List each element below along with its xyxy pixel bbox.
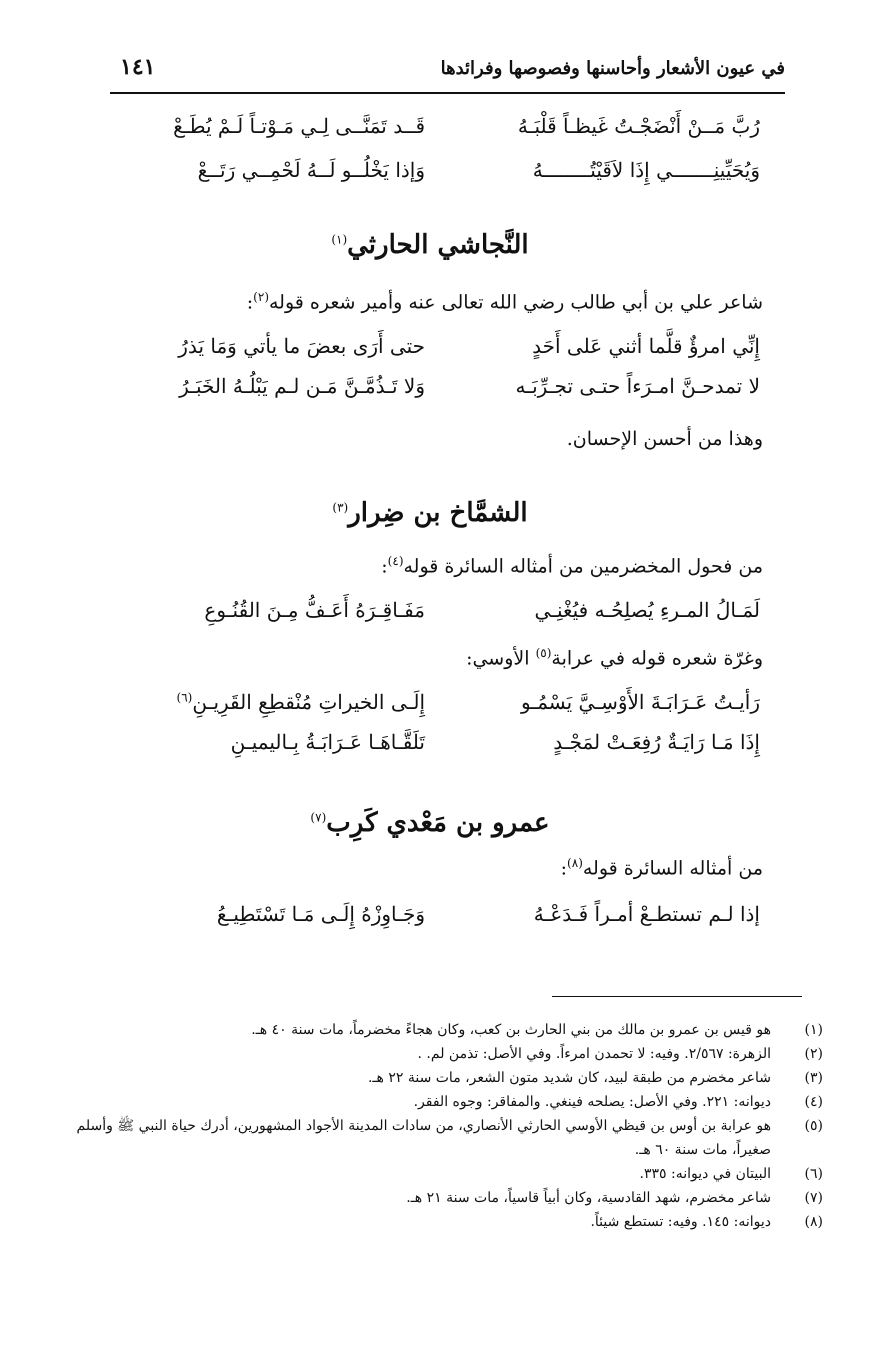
footnote-text: شاعر مخضرم من طبقة لبيد، كان شديد متون الشعر، مات سنة ٢٢ هـ. xyxy=(367,1070,771,1086)
verse-line xyxy=(100,598,760,636)
footnote xyxy=(43,1114,823,1162)
footnote-number: (٥) xyxy=(804,1118,823,1134)
intro-tail: : xyxy=(560,857,568,880)
footnote-text: البيتان في ديوانه: ٣٣٥. xyxy=(639,1166,771,1182)
verse-second-hemistich: وَجَـاوِزْهُ إِلَـى مَـا تَسْتَطِيـعُ xyxy=(216,902,425,926)
poet-heading xyxy=(100,230,760,260)
verse-first-hemistich: وَيُحَيِّينِـــــــي إِذَا لاَقَيْتُــــــــهُ xyxy=(532,158,760,182)
footnote-ref: (٨) xyxy=(567,856,583,870)
footnote-number: (٦) xyxy=(804,1166,823,1182)
footnote xyxy=(43,1042,823,1066)
footnote-number: (٨) xyxy=(804,1214,823,1230)
verse-first-hemistich: رَأيـتُ عَـرَابَـةَ الأَوْسِـيَّ يَسْمُـو xyxy=(521,690,760,714)
poet-name: النَّجاشي الحارثي xyxy=(347,230,529,260)
footnote-number: (٧) xyxy=(804,1190,823,1206)
footnote xyxy=(43,1210,823,1234)
verse-line xyxy=(100,730,760,768)
footnote xyxy=(43,1090,823,1114)
intro-text: شاعر علي بن أبي طالب رضي الله تعالى عنه وأمير شعره قوله xyxy=(269,291,763,314)
verse-line xyxy=(100,158,760,196)
footnote-ref: (٣) xyxy=(332,500,349,515)
footnote-ref: (٥) xyxy=(535,646,552,660)
footnote-number: (٢) xyxy=(804,1046,823,1062)
verse-second-hemistich xyxy=(100,690,425,714)
verse-second-hemistich: قَــد تَمَنَّــى لِـي مَـوْتـاً لَـمْ يُطَـعْ xyxy=(173,114,425,138)
poet-heading xyxy=(100,498,760,528)
verse-first-hemistich: لا تمدحـنَّ امـرَءاً حتـى تجـرِّبَـه xyxy=(515,374,760,398)
verse-line xyxy=(100,334,760,372)
footnote-text: ديوانه: ١٤٥. وفيه: تستطع شيئاً. xyxy=(590,1214,771,1230)
verse-first-hemistich: لَمَـالُ المـرءِ يُصلِحُـه فيُغْنِـي xyxy=(534,598,760,622)
verse-line xyxy=(100,374,760,412)
verse-line xyxy=(100,690,760,728)
verse-first-hemistich: إِذَا مَـا رَايَـةٌ رُفِعَـتْ لمَجْـدٍ xyxy=(553,730,760,754)
verse-first-hemistich: إِنِّي امرؤٌ قلَّما أثني عَلى أَحَدٍ xyxy=(532,334,760,358)
footnote-ref: (٢) xyxy=(253,290,269,304)
hemistich-text: إِلَـى الخيراتِ مُنْقطِعِ القَرِيـنِ xyxy=(192,690,425,714)
verse-second-hemistich: تَلَقَّـاهَـا عَـرَابَـةُ بِـاليميـنِ xyxy=(230,730,425,754)
verse-line xyxy=(100,114,760,152)
intro-tail: : xyxy=(246,291,254,314)
page-number: ١٤١ xyxy=(120,54,156,80)
poet-name: الشمَّاخ بن ضِرار xyxy=(348,498,528,528)
footnote-ref: (٤) xyxy=(387,554,404,568)
footnote-number: (٤) xyxy=(804,1094,823,1110)
footnote xyxy=(43,1162,823,1186)
verse-first-hemistich: رُبَّ مَــنْ أَنْضَجْـتُ غَيظـاً قَلْبَـهُ xyxy=(517,114,760,138)
intro-tail: : xyxy=(381,555,388,578)
verse-second-hemistich: وَإذا يَخْلُــو لَــهُ لَحْمِــي رَتَــعْ xyxy=(197,158,425,182)
intro-text: من أمثاله السائرة قوله xyxy=(582,857,763,880)
verse-line xyxy=(100,902,760,940)
transition-line xyxy=(103,646,763,669)
footnote-ref: (١) xyxy=(331,232,348,247)
transition-text: وغرّة شعره قوله في عرابة xyxy=(551,647,763,670)
footnote-number: (٣) xyxy=(804,1070,823,1086)
verse-second-hemistich: حتى أَرَى بعضَ ما يأتي وَمَا يَذرُ xyxy=(178,334,425,358)
footnote-ref: (٧) xyxy=(310,810,327,825)
verse-second-hemistich: مَفَـاقِـرَهُ أَعَـفُّ مِـنَ القُنُـوعِ xyxy=(204,598,425,622)
footnotes xyxy=(43,1018,823,1234)
running-head xyxy=(40,48,833,92)
footnote-text: هو قيس بن عمرو بن مالك من بني الحارث بن كعب، وكان هجاءً مخضرماً، مات سنة ٤٠ هـ. xyxy=(251,1022,771,1038)
poet-name: عمرو بن مَعْدي كَرِب xyxy=(326,808,550,838)
footnote-text: ديوانه: ٢٢١. وفي الأصل: يصلحه فينغي. والمفاقر: وجوه الفقر. xyxy=(413,1094,771,1110)
footnote xyxy=(43,1066,823,1090)
poet-heading xyxy=(100,808,760,838)
footnote xyxy=(43,1018,823,1042)
poet-intro xyxy=(103,290,763,313)
verse-first-hemistich: إذا لـم تستطـعْ أمـراً فَـدَعْـهُ xyxy=(533,902,760,926)
footnote-text: هو عرابة بن أوس بن قيظي الأوسي الحارثي الأنصاري، من سادات المدينة الأجواد المشهورين، أدرك حياة النبي ﷺ وأسلم صغيراً، مات سنة ٦٠ هـ. xyxy=(76,1118,771,1158)
footnote xyxy=(43,1186,823,1210)
closing-remark: وهذا من أحسن الإحسان. xyxy=(566,428,763,450)
verse-second-hemistich: وَلا تَـذُمَّـنَّ مَـن لـم يَبْلُـهُ الخَبَـرُ xyxy=(179,374,425,398)
poet-intro xyxy=(103,856,763,879)
poet-intro xyxy=(103,554,763,577)
footnote-number: (١) xyxy=(804,1022,823,1038)
transition-tail: الأوسي: xyxy=(466,647,536,670)
header-rule xyxy=(110,92,785,94)
footnote-ref: (٦) xyxy=(176,690,193,705)
footnote-rule xyxy=(552,996,802,997)
footnote-text: الزهرة: ٢/٥٦٧. وفيه: لا تحمدن امرءاً. وفي الأصل: تذمن لم. . xyxy=(417,1046,771,1062)
running-head-title: في عيون الأشعار وأحاسنها وفصوصها وفرائدها xyxy=(440,58,785,79)
footnote-text: شاعر مخضرم، شهد القادسية، وكان أبياً قاسياً، مات سنة ٢١ هـ. xyxy=(406,1190,771,1206)
intro-text: من فحول المخضرمين من أمثاله السائرة قوله xyxy=(403,555,763,578)
